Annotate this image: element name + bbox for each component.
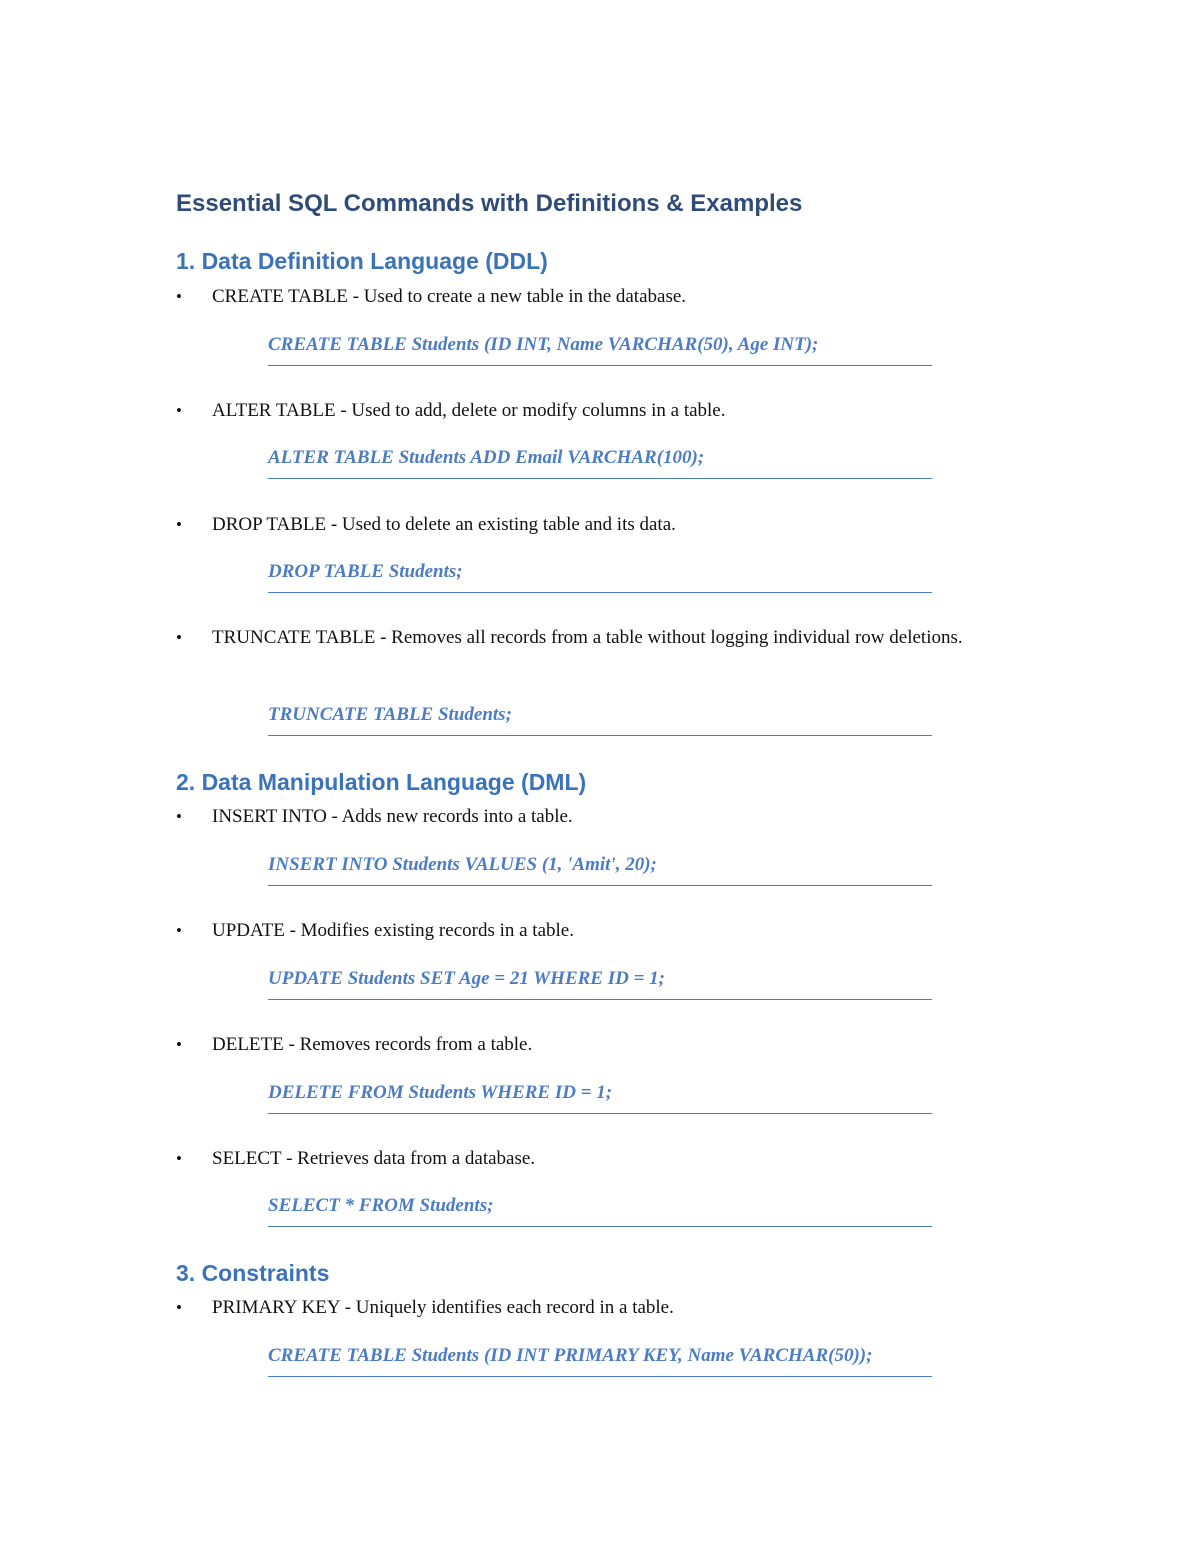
code-example: INSERT INTO Students VALUES (1, 'Amit', 20); [268,850,932,886]
list-item [176,623,1006,652]
bullet-icon: • [176,1298,182,1317]
code-example: ALTER TABLE Students ADD Email VARCHAR(100); [268,443,932,479]
bullet-icon: • [176,1035,182,1054]
bullet-icon: • [176,1149,182,1168]
code-example: CREATE TABLE Students (ID INT PRIMARY KEY, Name VARCHAR(50)); [268,1341,932,1377]
list-item [176,916,1006,945]
list-item [176,1030,1006,1059]
code-example: SELECT * FROM Students; [268,1191,932,1227]
list-item [176,282,1006,311]
bullet-icon: • [176,628,182,647]
command-definition: CREATE TABLE - Used to create a new table in the database. [212,286,687,307]
command-definition: PRIMARY KEY - Uniquely identifies each record in a table. [212,1297,674,1318]
bullet-icon: • [176,807,182,826]
command-definition: INSERT INTO - Adds new records into a table. [212,806,573,827]
code-example: CREATE TABLE Students (ID INT, Name VARCHAR(50), Age INT); [268,330,932,366]
document-title: Essential SQL Commands with Definitions & Examples [176,190,803,217]
command-definition: ALTER TABLE - Used to add, delete or modify columns in a table. [212,400,726,421]
section-heading-dml: 2. Data Manipulation Language (DML) [176,769,587,795]
command-definition: SELECT - Retrieves data from a database. [212,1148,536,1169]
section-heading-constraints: 3. Constraints [176,1260,330,1286]
command-definition: UPDATE - Modifies existing records in a table. [212,920,574,941]
code-example: DROP TABLE Students; [268,557,932,593]
list-item [176,396,1006,425]
command-definition: TRUNCATE TABLE - Removes all records from a table without logging individual row deletions. [212,627,963,648]
code-example: TRUNCATE TABLE Students; [268,700,932,736]
bullet-icon: • [176,401,182,420]
command-definition: DROP TABLE - Used to delete an existing table and its data. [212,514,676,535]
command-definition: DELETE - Removes records from a table. [212,1034,533,1055]
section-heading-ddl: 1. Data Definition Language (DDL) [176,248,548,274]
list-item [176,510,1006,539]
list-item [176,802,1006,831]
bullet-icon: • [176,515,182,534]
code-example: DELETE FROM Students WHERE ID = 1; [268,1078,932,1114]
bullet-icon: • [176,287,182,306]
list-item [176,1293,1006,1322]
list-item [176,1144,1006,1173]
code-example: UPDATE Students SET Age = 21 WHERE ID = 1; [268,964,932,1000]
bullet-icon: • [176,921,182,940]
